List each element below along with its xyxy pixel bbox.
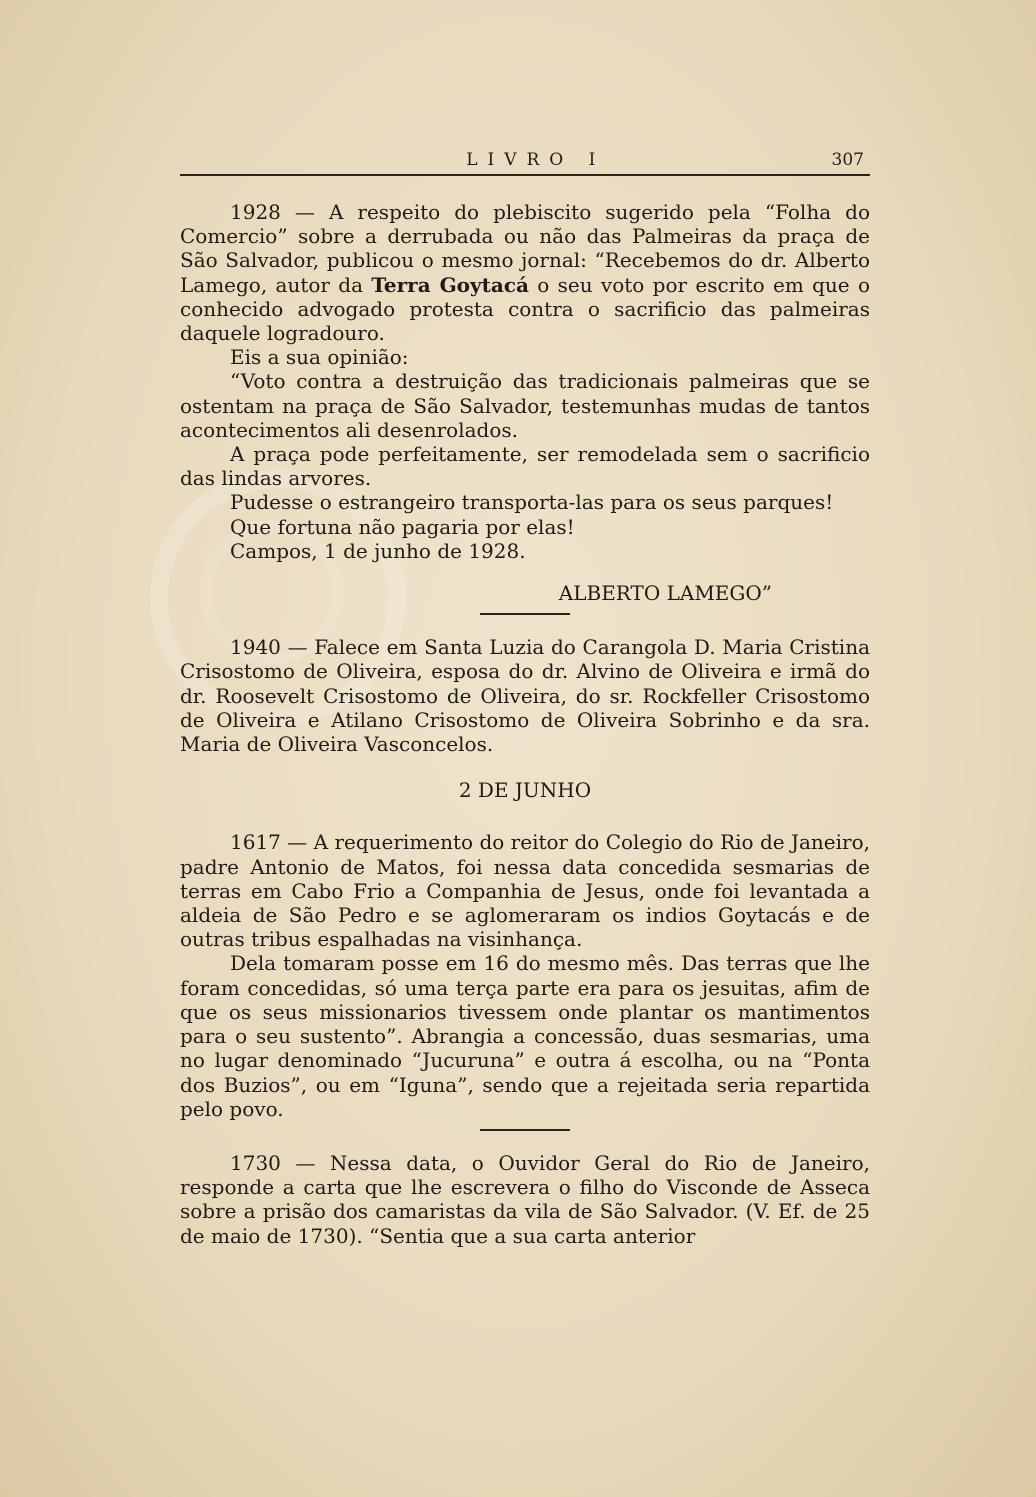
page-number: 307	[831, 150, 864, 170]
date-heading: 2 DE JUNHO	[458, 778, 592, 803]
entry-1928-text-end: o seu voto por escrito em que o conhecido advogado protesta contra o sacrificio das palmeiras daquele logradouro.	[180, 272, 870, 346]
entry-1928-text: 1928 — A respeito do plebiscito sugerido pela “Folha do Comercio” sobre a derrubada ou não das Palmeiras da praça de São Salvador, publicou o mesmo jornal: “Recebemos do dr. Alberto Lamego, autor da	[180, 200, 870, 297]
entry-1617-paragraph: Dela tomaram posse em 16 do mesmo mês. Das terras que lhe foram concedidas, só uma terça parte era para os jesuitas, afim de que os seus missionarios tivessem onde plantar os mantimentos para o seu sustento”. Abrangia a concessão, duas sesmarias, uma no lugar denominado “Jucuruna” e outra á escolha, ou na “Ponta dos Buzios”, ou em “Iguna”, sendo que a rejeitada seria repartida pelo povo.	[180, 951, 870, 1121]
signature: ALBERTO LAMEGO”	[558, 581, 772, 606]
entry-1617-paragraph: 1617 — A requerimento do reitor do Colegio do Rio de Janeiro, padre Antonio de Matos, foi nessa data concedida sesmarias de terras em Cabo Frio a Companhia de Jesus, onde foi levantada a aldeia de São Pedro e se aglomeraram os indios Goytacás e de outras tribus espalhadas na visinhança.	[180, 830, 870, 952]
entry-1730-paragraph: 1730 — Nessa data, o Ouvidor Geral do Rio de Janeiro, responde a carta que lhe escrevera o filho do Visconde de Asseca sobre a prisão dos camaristas da vila de São Salvador. (V. Ef. de 25 de maio de 1730). “Sentia que a sua carta anterior	[180, 1150, 870, 1248]
section-divider	[480, 1129, 570, 1131]
book-page	[180, 150, 870, 1248]
entry-1940-paragraph: 1940 — Falece em Santa Luzia do Carangola D. Maria Cristina Crisostomo de Oliveira, esposa do dr. Alvino de Oliveira e irmã do dr. Roosevelt Crisostomo de Oliveira, do sr. Rockfeller Crisostomo de Oliveira e Atilano Crisostomo de Oliveira Sobrinho e da sra. Maria de Oliveira Vasconcelos.	[180, 635, 870, 757]
page-body	[180, 200, 870, 1248]
book-title: Terra Goytacá	[371, 272, 529, 297]
running-header	[180, 150, 870, 176]
entry-1928-paragraph: “Voto contra a destruição das tradicionais palmeiras que se ostentam na praça de São Salvador, testemunhas mudas de tantos acontecimentos ali desenrolados.	[180, 369, 870, 442]
entry-1928-paragraph: Pudesse o estrangeiro transporta-las para os seus parques!	[230, 490, 834, 515]
entry-1928-paragraph	[180, 200, 870, 345]
section-divider	[480, 613, 570, 615]
entry-1928-paragraph: Eis a sua opinião:	[230, 345, 409, 370]
entry-1928-paragraph: Que fortuna não pagaria por elas!	[230, 514, 575, 539]
entry-1928-paragraph: A praça pode perfeitamente, ser remodelada sem o sacrificio das lindas arvores.	[180, 442, 870, 491]
entry-1928-paragraph: Campos, 1 de junho de 1928.	[230, 538, 526, 563]
running-title: LIVRO I	[466, 150, 606, 170]
